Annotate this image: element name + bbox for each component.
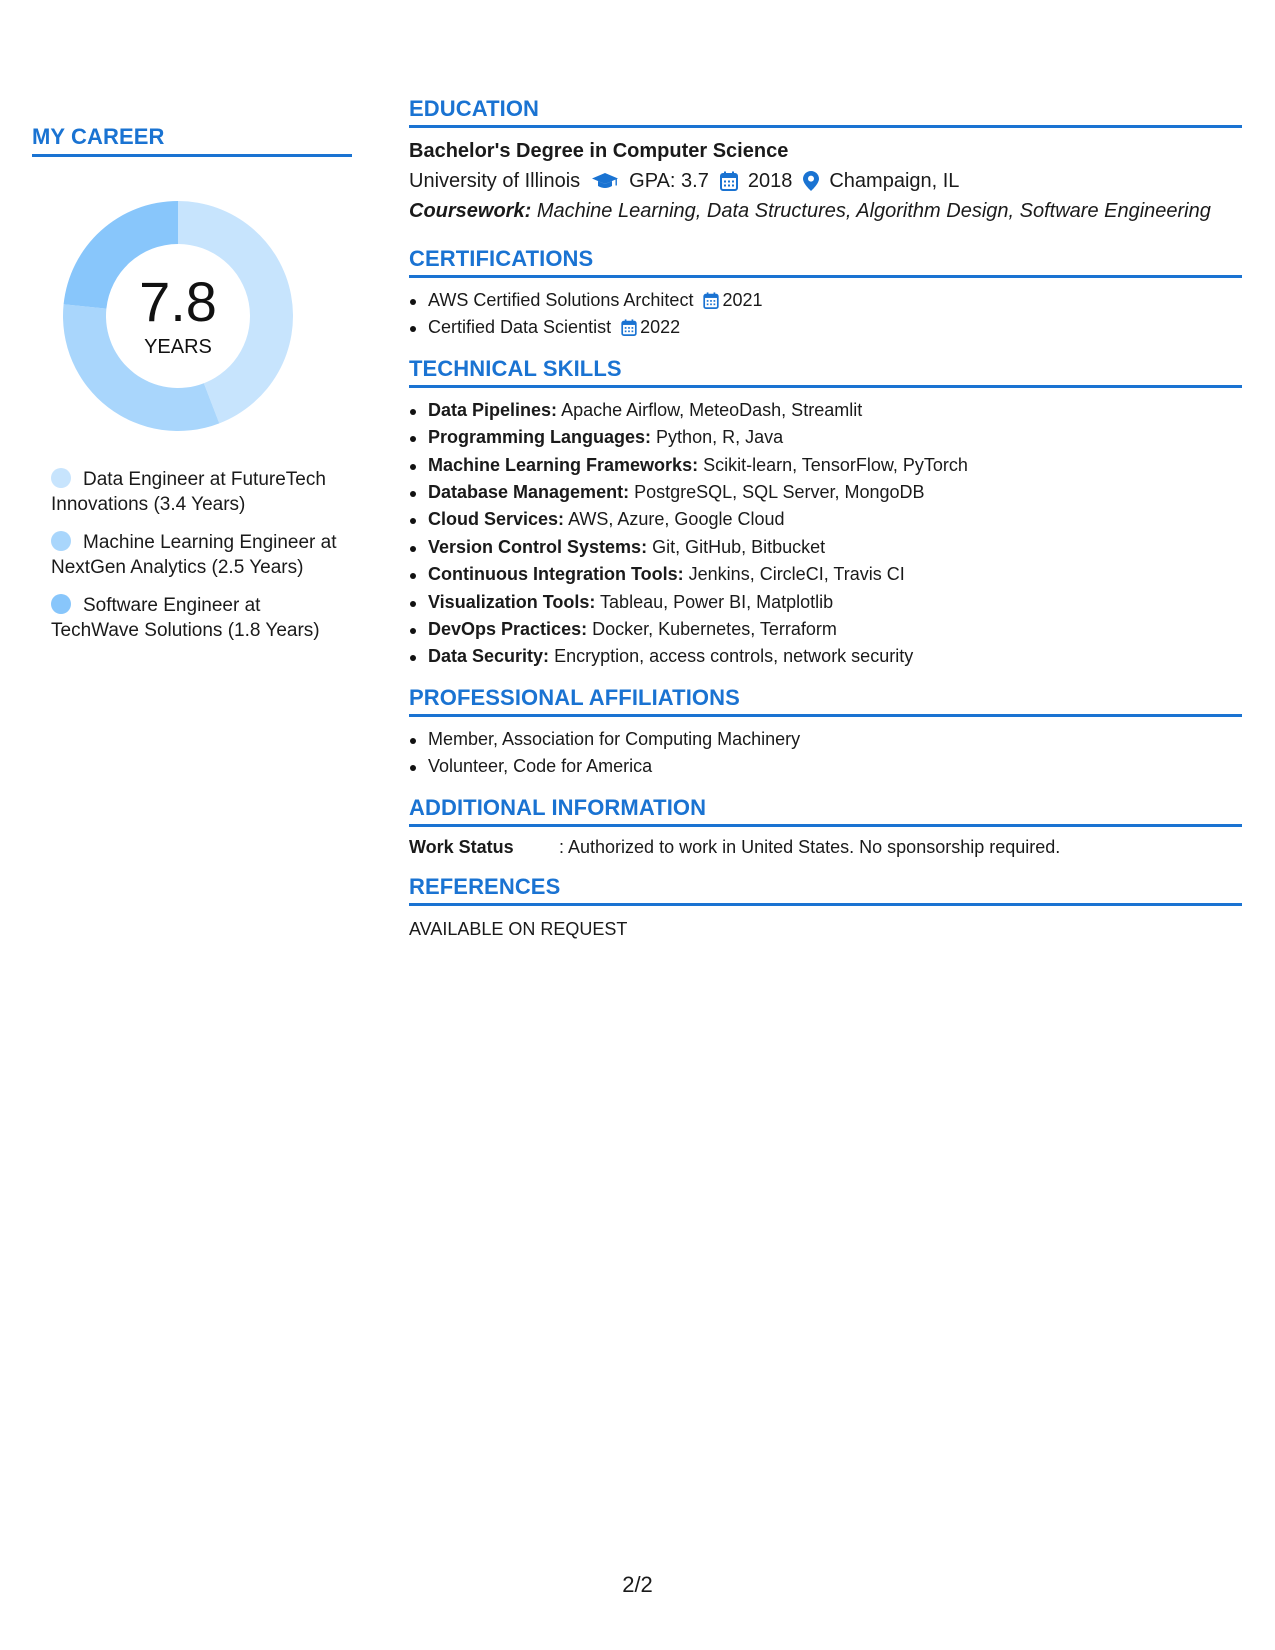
skill-value: Jenkins, CircleCI, Travis CI [688, 564, 905, 585]
skill-label: Programming Languages: [428, 427, 652, 448]
skill-value: Apache Airflow, MeteoDash, Streamlit [561, 399, 863, 420]
list-item [409, 561, 1242, 588]
list-item: Member, Association for Computing Machinery [409, 726, 1242, 753]
skill-value: Encryption, access controls, network security [554, 646, 914, 667]
list-item [409, 314, 1242, 341]
additional-info-title: ADDITIONAL INFORMATION [409, 795, 1242, 827]
list-item [409, 616, 1242, 643]
certifications-list [409, 287, 1242, 342]
career-column [32, 124, 352, 656]
career-legend [32, 467, 352, 643]
list-item [409, 397, 1242, 424]
education-location: Champaign, IL [829, 170, 960, 192]
affiliations-list [409, 726, 1242, 781]
calendar-icon [703, 292, 719, 309]
certification-year: 2021 [722, 290, 763, 310]
certifications-section [409, 246, 1242, 342]
legend-label: Data Engineer at FutureTech Innovations (3.4 Years) [51, 469, 326, 515]
certification-name: AWS Certified Solutions Architect [428, 290, 694, 310]
legend-label: Machine Learning Engineer at NextGen Analytics (2.5 Years) [51, 532, 337, 578]
skill-value: Scikit-learn, TensorFlow, PyTorch [703, 454, 968, 475]
page-number: 2/2 [622, 1572, 653, 1597]
skill-label: Machine Learning Frameworks: [428, 454, 699, 475]
career-donut-chart [63, 201, 293, 431]
coursework-value: Machine Learning, Data Structures, Algorithm Design, Software Engineering [536, 200, 1211, 222]
calendar-icon [720, 171, 738, 191]
certification-year: 2022 [640, 317, 681, 338]
list-item [409, 479, 1242, 506]
skills-list [409, 397, 1242, 671]
list-item [409, 424, 1242, 451]
education-school: University of Illinois [409, 170, 581, 192]
legend-item-role-3 [51, 593, 341, 643]
legend-item-role-2 [51, 530, 341, 580]
list-item [409, 506, 1242, 533]
list-item [409, 452, 1242, 479]
list-item [409, 534, 1242, 561]
calendar-icon [621, 319, 637, 336]
skill-label: Continuous Integration Tools: [428, 564, 684, 585]
legend-label: Software Engineer at TechWave Solutions (1.8 Years) [51, 595, 320, 641]
skills-title: TECHNICAL SKILLS [409, 356, 1242, 388]
skill-value: Python, R, Java [656, 427, 784, 448]
education-year: 2018 [747, 170, 793, 192]
affiliations-title: PROFESSIONAL AFFILIATIONS [409, 685, 1242, 717]
list-item [409, 643, 1242, 670]
certifications-title: CERTIFICATIONS [409, 246, 1242, 278]
list-item [409, 287, 1242, 314]
education-title: EDUCATION [409, 96, 1242, 128]
education-degree: Bachelor's Degree in Computer Science [409, 140, 789, 162]
donut-center [63, 201, 293, 431]
legend-dot-icon [51, 594, 71, 614]
references-title: REFERENCES [409, 874, 1242, 906]
skill-value: Git, GitHub, Bitbucket [652, 536, 826, 557]
certification-name: Certified Data Scientist [428, 317, 612, 338]
graduation-cap-icon [591, 172, 619, 190]
legend-dot-icon [51, 531, 71, 551]
main-column [409, 96, 1242, 940]
skill-value: Tableau, Power BI, Matplotlib [600, 591, 834, 612]
list-item [409, 589, 1242, 616]
education-meta [409, 166, 1242, 196]
list-item: Volunteer, Code for America [409, 753, 1242, 780]
references-text: AVAILABLE ON REQUEST [409, 918, 628, 939]
location-pin-icon [803, 171, 819, 191]
education-gpa: GPA: 3.7 [629, 170, 709, 192]
skill-label: Data Security: [428, 646, 550, 667]
work-status-value: : Authorized to work in United States. No sponsorship required. [559, 836, 1061, 857]
work-status-label: Work Status [409, 836, 514, 857]
skill-value: AWS, Azure, Google Cloud [568, 509, 785, 530]
skill-label: Database Management: [428, 482, 630, 503]
skill-label: DevOps Practices: [428, 619, 588, 640]
references-section [409, 874, 1242, 940]
skill-label: Visualization Tools: [428, 591, 596, 612]
skill-label: Cloud Services: [428, 509, 565, 530]
additional-info-section [409, 795, 1242, 858]
total-years-value: 7.8 [139, 269, 217, 333]
legend-dot-icon [51, 468, 71, 488]
skills-section [409, 356, 1242, 671]
skill-label: Data Pipelines: [428, 399, 558, 420]
education-coursework [409, 196, 1242, 226]
career-title: MY CAREER [32, 124, 352, 157]
coursework-label: Coursework: [409, 200, 532, 222]
total-years-unit: YEARS [144, 335, 212, 358]
work-status-row [409, 837, 1242, 858]
education-section [409, 96, 1242, 226]
skill-value: Docker, Kubernetes, Terraform [592, 619, 837, 640]
legend-item-role-1 [51, 467, 341, 517]
skill-value: PostgreSQL, SQL Server, MongoDB [634, 482, 925, 503]
affiliations-section [409, 685, 1242, 781]
skill-label: Version Control Systems: [428, 536, 648, 557]
